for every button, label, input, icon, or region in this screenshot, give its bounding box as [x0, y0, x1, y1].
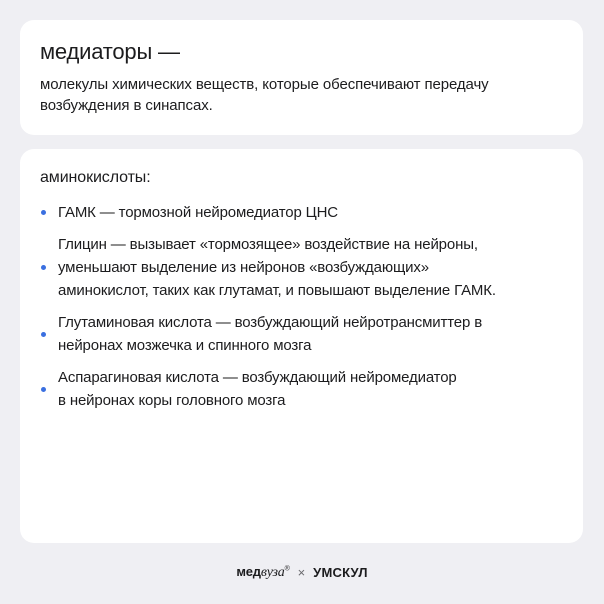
- bullet-icon: [41, 332, 46, 337]
- list-item-line: Глицин — вызывает «тормозящее» воздействие на нейроны,: [58, 236, 478, 253]
- bullet-icon: [41, 210, 46, 215]
- registered-mark: ®: [284, 565, 290, 573]
- term-definition: [40, 74, 563, 116]
- list-item-text: [58, 201, 338, 224]
- bullet-icon: [41, 265, 46, 270]
- collab-cross-icon: ×: [297, 564, 306, 580]
- list-item-text: [58, 233, 496, 302]
- term-title: медиаторы —: [40, 39, 180, 64]
- list-item-text: [58, 311, 482, 357]
- section-title: аминокислоты:: [40, 169, 151, 186]
- list-item-line: уменьшают выделение из нейронов «возбуждающих»: [58, 259, 429, 276]
- logo-text-prefix: мед: [236, 563, 261, 579]
- list-item: [40, 201, 563, 224]
- list-item-line: нейронах мозжечка и спинного мозга: [58, 337, 312, 354]
- umskul-logo: УМСКУЛ: [313, 564, 368, 580]
- definition-line: молекулы химических веществ, которые обеспечивают передачу: [40, 76, 489, 93]
- list-item-line: Глутаминовая кислота — возбуждающий нейротрансмиттер в: [58, 314, 483, 331]
- list-item-line: ГАМК — тормозной нейромедиатор ЦНС: [58, 204, 338, 221]
- list-item-text: [58, 366, 457, 412]
- medvuza-logo: [236, 564, 289, 581]
- list-item-line: Аспарагиновая кислота — возбуждающий нейромедиатор: [58, 369, 457, 386]
- amino-acid-list: [40, 201, 563, 412]
- logo-text-suffix: вуза: [260, 564, 285, 580]
- list-item-line: в нейронах коры головного мозга: [58, 392, 286, 409]
- list-item-line: аминокислот, таких как глутамат, и повышают выделение ГАМК.: [58, 282, 496, 299]
- list-item: [40, 366, 563, 412]
- definition-card: [20, 20, 583, 135]
- bullet-icon: [41, 387, 46, 392]
- list-item: [40, 311, 563, 357]
- examples-card: [20, 149, 583, 543]
- list-item: [40, 233, 563, 302]
- footer-brands: [0, 561, 604, 583]
- definition-line: возбуждения в синапсах.: [40, 97, 213, 114]
